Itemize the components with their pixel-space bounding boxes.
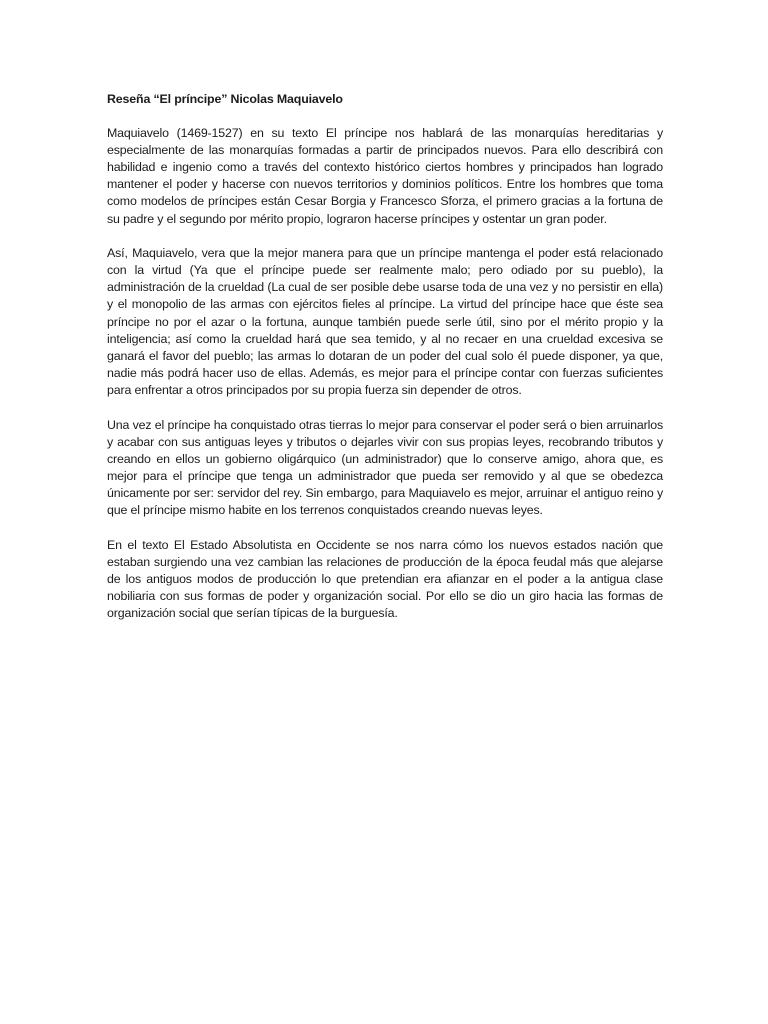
paragraph-2: Así, Maquiavelo, vera que la mejor manera para que un príncipe mantenga el poder está relacionado con la virtud (Ya que el príncipe puede ser realmente malo; pero odiado por su pueblo), la administración de la crueldad (La cual de ser posible debe usarse toda de una vez y no persistir en ella) y el monopolio de las armas con ejércitos fieles al príncipe. La virtud del príncipe hace que éste sea príncipe no por el azar o la fortuna, aunque también puede serle útil, sino por el mérito propio y la inteligencia; así como la crueldad hará que sea temido, y al no recaer en una crueldad excesiva se ganará el favor del pueblo; las armas lo dotaran de un poder del cual solo él puede disponer, ya que, nadie más podrá hacer uso de ellas. Además, es mejor para el príncipe contar con fuerzas suficientes para enfrentar a otros principados por su propia fuerza sin depender de otros. [107,246,663,397]
paragraph-1: Maquiavelo (1469-1527) en su texto El príncipe nos hablará de las monarquías hereditarias y especialmente de las monarquías formadas a partir de principados nuevos. Para ello describirá con habilidad e ingenio como a través del contexto histórico ciertos hombres y principados han logrado mantener el poder y hacerse con nuevos territorios y dominios políticos. Entre los hombres que toma como modelos de príncipes están Cesar Borgia y Francesco Sforza, el primero gracias a la fortuna de su padre y el segundo por mérito propio, lograron hacerse príncipes y ostentar un gran poder. [107,126,663,226]
paragraph-4: En el texto El Estado Absolutista en Occidente se nos narra cómo los nuevos estados nación que estaban surgiendo una vez cambian las relaciones de producción de la época feudal más que alejarse de los antiguos modos de producción lo que pretendian era afianzar en el poder a la antigua clase nobiliaria con sus formas de poder y organización social. Por ello se dio un giro hacia las formas de organización social que serían típicas de la burguesía. [107,537,663,620]
document-title: Reseña “El príncipe” Nicolas Maquiavelo [107,92,343,106]
paragraph-3: Una vez el príncipe ha conquistado otras tierras lo mejor para conservar el poder será o bien arruinarlos y acabar con sus antiguas leyes y tributos o dejarles vivir con sus propias leyes, recobrando tributos y creando en ellos un gobierno oligárquico (un administrador) que lo conserve amigo, ahora que, es mejor para el príncipe que tenga un administrador que pueda ser removido y al que se obedezca únicamente por ser: servidor del rey. Sin embargo, para Maquiavelo es mejor, arruinar el antiguo reino y que el príncipe mismo habite en los terrenos conquistados creando nuevas leyes. [107,417,663,517]
